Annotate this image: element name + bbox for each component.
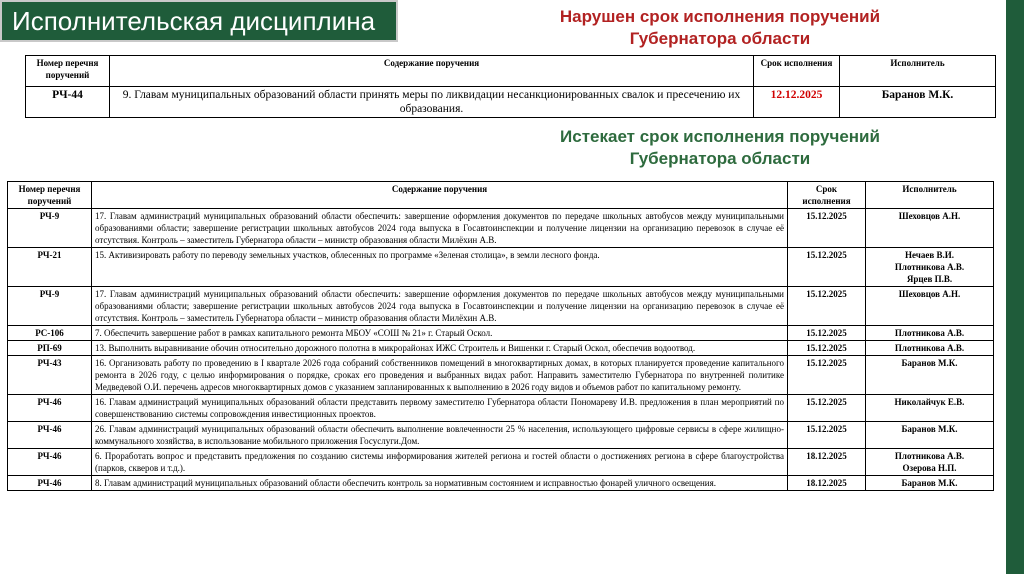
row-executor: Баранов М.К. (866, 356, 994, 395)
row-executor: Плотникова А.В. Озерова Н.П. (866, 449, 994, 476)
violated-table (25, 55, 996, 118)
col-header-deadline: Срок исполнения (754, 56, 840, 87)
row-deadline: 15.12.2025 (788, 209, 866, 248)
row-deadline: 15.12.2025 (788, 422, 866, 449)
col-header-content: Содержание поручения (110, 56, 754, 87)
row-number: РС-106 (8, 326, 92, 341)
row-content: 8. Главам администраций муниципальных образований области обеспечить контроль за нормативным состоянием и исправностью фонарей уличного освещения. (92, 476, 788, 491)
row-content: 17. Главам администраций муниципальных образований области обеспечить: завершение оформления документов по передаче школьных автобусов между муниципальными образованиями области; завершение регистрации школьных автобусов 2024 года выпуска в Госавтоинспекции и получение лицензии на организацию перевозок в случае её отсутствия. Контроль – заместитель Губернатора области – министр образования области Милёхин А.В. (92, 209, 788, 248)
row-content: 16. Главам администраций муниципальных образований области представить первому заместителю Губернатора области Пономареву И.В. предложения в план мероприятий по совершенствованию системы сопровождения инвестиционных проектов. (92, 395, 788, 422)
row-content: 15. Активизировать работу по переводу земельных участков, облесенных по программе «Зеленая столица», в земли лесного фонда. (92, 248, 788, 287)
col-header-deadline: Срок исполнения (788, 182, 866, 209)
table-row (8, 248, 994, 287)
row-executor: Шеховцов А.Н. (866, 209, 994, 248)
row-content: 6. Проработать вопрос и представить предложения по созданию системы информирования жителей региона и гостей области о достижениях региона в сфере благоустройства (парков, скверов и т.д.). (92, 449, 788, 476)
table-row (8, 395, 994, 422)
table-row (8, 209, 994, 248)
table-row (8, 422, 994, 449)
expiring-heading-line2: Губернатора области (629, 149, 811, 168)
table-row (8, 476, 994, 491)
row-executor: Николайчук Е.В. (866, 395, 994, 422)
row-content: 7. Обеспечить завершение работ в рамках капитального ремонта МБОУ «СОШ № 21» г. Старый Оскол. (92, 326, 788, 341)
title-banner (0, 0, 398, 42)
row-number: РЧ-43 (8, 356, 92, 395)
row-deadline: 18.12.2025 (788, 449, 866, 476)
row-deadline-overdue: 12.12.2025 (754, 87, 840, 118)
row-content: 13. Выполнить выравнивание обочин относительно дорожного полотна в микрорайонах ИЖС Строитель и Вишенки г. Старый Оскол, обеспечив водоотвод. (92, 341, 788, 356)
col-header-executor: Исполнитель (866, 182, 994, 209)
row-deadline: 15.12.2025 (788, 341, 866, 356)
expiring-table (7, 181, 994, 491)
table-row (8, 449, 994, 476)
row-executor: Плотникова А.В. (866, 341, 994, 356)
row-deadline: 15.12.2025 (788, 395, 866, 422)
row-content: 16. Организовать работу по проведению в I квартале 2026 года собраний собственников помещений в многоквартирных домах, в которых планируется проведение капитального ремонта в 2026 году, с целью информирования о порядке, сроках его проведения и выбранных видах работ. Направить заместителю Губернатора по внутренней политике Медведевой О.И. перечень адресов многоквартирных домов с указанием запланированных к выполнению в 2026 году видов и объемов работ по капитальному ремонту. (92, 356, 788, 395)
row-deadline: 18.12.2025 (788, 476, 866, 491)
row-deadline: 15.12.2025 (788, 356, 866, 395)
table-row (8, 356, 994, 395)
row-content: 9. Главам муниципальных образований области принять меры по ликвидации несанкционированных свалок и пресечению их образования. (110, 87, 754, 118)
row-deadline: 15.12.2025 (788, 287, 866, 326)
table-row (8, 341, 994, 356)
row-number: РП-69 (8, 341, 92, 356)
col-header-executor: Исполнитель (840, 56, 996, 87)
col-header-number: Номер перечня поручений (8, 182, 92, 209)
violated-heading-line2: Губернатора области (629, 29, 811, 48)
table-row (8, 287, 994, 326)
col-header-number: Номер перечня поручений (26, 56, 110, 87)
row-executor: Баранов М.К. (840, 87, 996, 118)
table-header-row (8, 182, 994, 209)
row-number: РЧ-46 (8, 395, 92, 422)
row-executor: Нечаев В.И. Плотникова А.В. Ярцев П.В. (866, 248, 994, 287)
violated-heading-line1: Нарушен срок исполнения поручений (559, 7, 881, 26)
table-row (26, 87, 996, 118)
row-executor: Баранов М.К. (866, 422, 994, 449)
row-content: 17. Главам администраций муниципальных образований области обеспечить: завершение оформления документов по передаче школьных автобусов между муниципальными образованиями области; завершение регистрации школьных автобусов 2024 года выпуска в Госавтоинспекции и получение лицензии на организацию перевозок в случае её отсутствия. Контроль – заместитель Губернатора области – министр образования области Милёхин А.В. (92, 287, 788, 326)
expiring-heading-line1: Истекает срок исполнения поручений (560, 127, 880, 146)
side-accent-bar (1006, 0, 1024, 574)
table-header-row (26, 56, 996, 87)
expiring-heading (520, 126, 920, 170)
page-title: Исполнительская дисциплина (12, 6, 376, 36)
row-content: 26. Главам администраций муниципальных образований области обеспечить выполнение вовлеченности 25 % населения, использующего цифровые сервисы в сфере жилищно-коммунального хозяйства, в использование мобильного приложения Госуслуги.Дом. (92, 422, 788, 449)
row-executor: Плотникова А.В. (866, 326, 994, 341)
row-number: РЧ-46 (8, 449, 92, 476)
row-number: РЧ-46 (8, 476, 92, 491)
row-deadline: 15.12.2025 (788, 248, 866, 287)
table-row (8, 326, 994, 341)
row-executor: Шеховцов А.Н. (866, 287, 994, 326)
row-number: РЧ-46 (8, 422, 92, 449)
violated-heading (520, 6, 920, 50)
col-header-content: Содержание поручения (92, 182, 788, 209)
row-number: РЧ-9 (8, 287, 92, 326)
row-number: РЧ-9 (8, 209, 92, 248)
row-deadline: 15.12.2025 (788, 326, 866, 341)
row-number: РЧ-21 (8, 248, 92, 287)
row-number: РЧ-44 (26, 87, 110, 118)
row-executor: Баранов М.К. (866, 476, 994, 491)
